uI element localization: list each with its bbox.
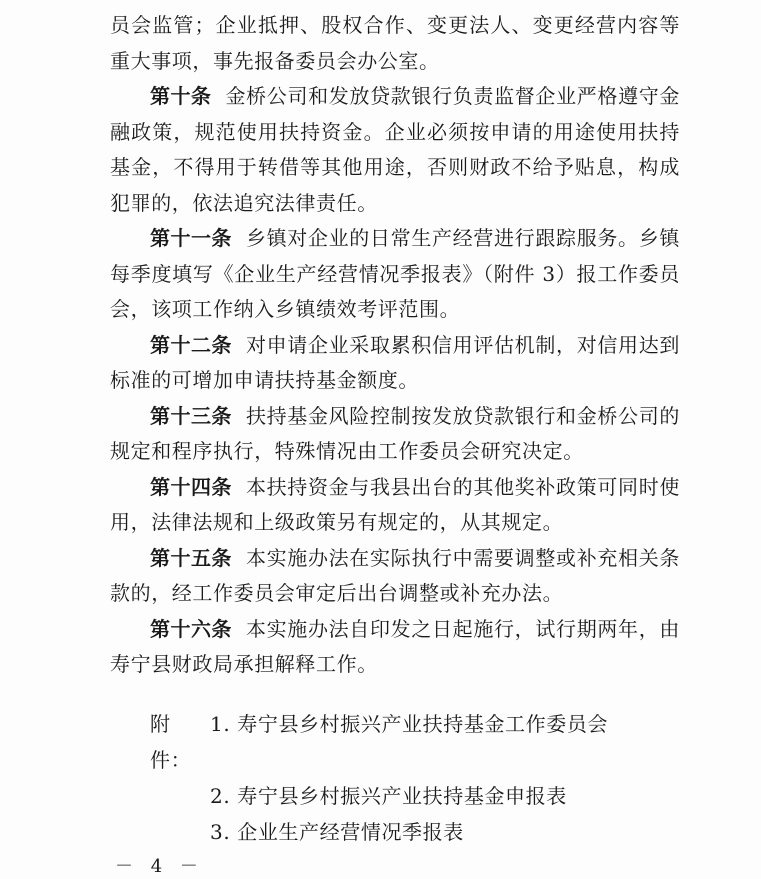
attachment-row-1 xyxy=(150,706,670,778)
attachments-label: 附件： xyxy=(150,712,192,772)
attachment-item: 2. 寿宁县乡村振兴产业扶持基金申报表 xyxy=(210,784,567,808)
attachment-item: 1. 寿宁县乡村振兴产业扶持基金工作委员会 xyxy=(210,712,609,736)
page-number: － 4 － xyxy=(115,856,204,877)
attachment-row-2 xyxy=(150,778,670,814)
article-text: 乡镇对企业的日常生产经营进行跟踪服务。乡镇每季度填写《企业生产经营情况季报表》（附件 3）报工作委员会，该项工作纳入乡镇绩效考评范围。 xyxy=(110,226,680,321)
attachments-list xyxy=(150,706,670,850)
article-text: 对申请企业采取累积信用评估机制，对信用达到标准的可增加申请扶持基金额度。 xyxy=(110,332,680,392)
article-text: 本实施办法自印发之日起施行，试行期两年，由寿宁县财政局承担解释工作。 xyxy=(110,616,680,676)
paragraph-continued xyxy=(110,8,680,79)
article-text: 金桥公司和发放贷款银行负责监督企业严格遵守金融政策，规范使用扶持资金。企业必须按申请的用途使用扶持基金，不得用于转借等其他用途，否则财政不给予贴息，构成犯罪的，依法追究法律责任。 xyxy=(110,84,681,215)
article-heading: 第十五条 xyxy=(150,545,232,570)
article-10 xyxy=(110,79,680,221)
article-heading: 第十一条 xyxy=(150,226,232,250)
article-16 xyxy=(110,612,680,683)
article-heading: 第十二条 xyxy=(150,332,232,357)
article-text: 本实施办法在实际执行中需要调整或补充相关条款的，经工作委员会审定后出台调整或补充办法。 xyxy=(110,545,680,605)
article-text: 本扶持资金与我县出台的其他奖补政策可同时使用，法律法规和上级政策另有规定的，从其规定。 xyxy=(110,474,680,534)
document-body xyxy=(110,8,680,683)
attachment-row-3 xyxy=(150,814,670,850)
article-12 xyxy=(110,328,680,399)
article-text: 扶持基金风险控制按发放贷款银行和金桥公司的规定和程序执行，特殊情况由工作委员会研究决定。 xyxy=(110,403,680,463)
article-11 xyxy=(110,221,680,328)
paragraph-text: 员会监管；企业抵押、股权合作、变更法人、变更经营内容等重大事项，事先报备委员会办公室。 xyxy=(110,13,680,73)
article-heading: 第十三条 xyxy=(150,403,232,428)
article-heading: 第十六条 xyxy=(150,616,232,641)
article-heading: 第十条 xyxy=(150,84,212,108)
article-14 xyxy=(110,470,680,541)
article-15 xyxy=(110,541,680,612)
attachment-item: 3. 企业生产经营情况季报表 xyxy=(210,820,464,844)
article-heading: 第十四条 xyxy=(150,474,232,499)
article-13 xyxy=(110,399,680,470)
